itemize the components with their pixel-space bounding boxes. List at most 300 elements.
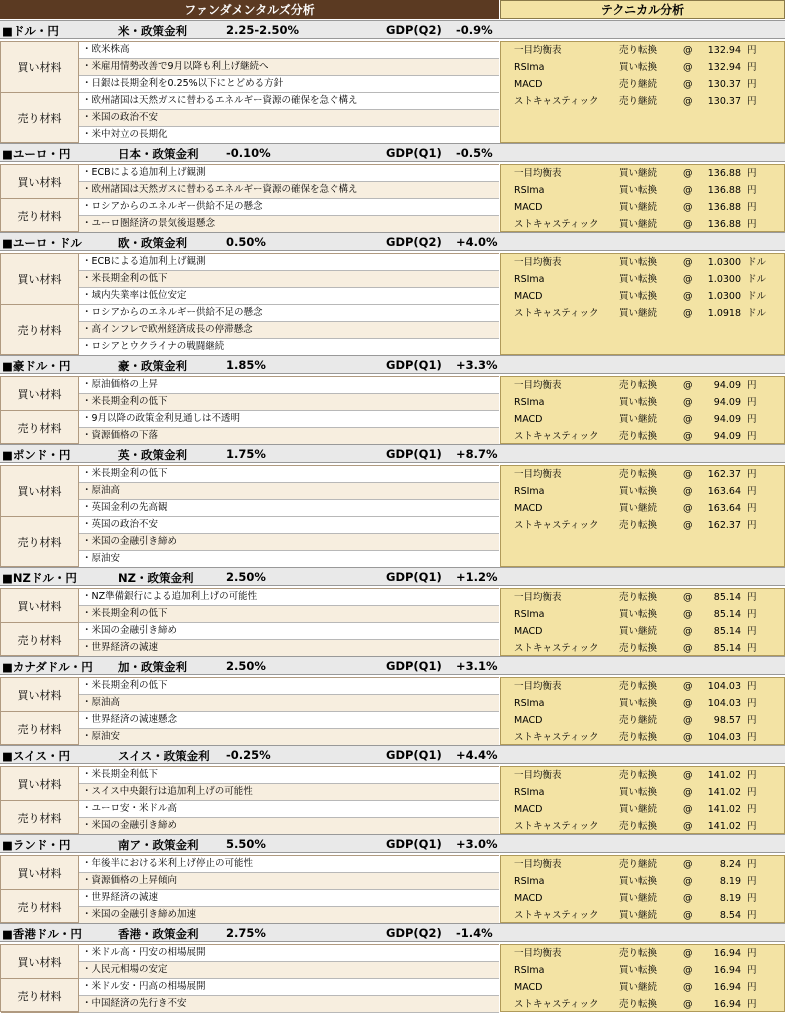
sell-factor-item: ・ロシアからのエネルギー供給不足の懸念 bbox=[79, 305, 499, 322]
indicator-signal: 買い継続 bbox=[619, 893, 658, 904]
indicator-name: RSIma bbox=[514, 62, 545, 73]
indicator-signal: 売り転換 bbox=[619, 643, 658, 654]
indicator-signal: 売り転換 bbox=[619, 469, 658, 480]
indicator-row bbox=[501, 411, 785, 428]
indicator-name: ストキャスティック bbox=[514, 96, 599, 107]
currency-pair-label: ■NZドル・円 bbox=[2, 571, 77, 585]
at-sign: @ bbox=[683, 520, 693, 531]
indicator-name: 一目均衡表 bbox=[514, 380, 562, 391]
indicator-name: RSIma bbox=[514, 876, 545, 887]
price-unit: 円 bbox=[747, 503, 757, 514]
at-sign: @ bbox=[683, 859, 693, 870]
at-sign: @ bbox=[683, 821, 693, 832]
price-unit: 円 bbox=[747, 96, 757, 107]
gdp-value: +4.0% bbox=[456, 235, 498, 249]
policy-rate-value: 1.75% bbox=[226, 447, 266, 461]
indicator-name: ストキャスティック bbox=[514, 520, 599, 531]
indicator-price: 85.14 bbox=[713, 626, 741, 637]
indicator-price: 8.24 bbox=[719, 859, 741, 870]
gdp-value: +3.1% bbox=[456, 659, 498, 673]
indicator-name: RSIma bbox=[514, 965, 545, 976]
technicals-box bbox=[500, 465, 785, 567]
technicals-box bbox=[500, 766, 785, 834]
sell-factor-item: ・米ドル安・円高の相場展開 bbox=[79, 979, 499, 996]
currency-pair-label: ■ユーロ・ドル bbox=[2, 236, 82, 250]
currency-section bbox=[0, 656, 786, 745]
indicator-name: RSIma bbox=[514, 185, 545, 196]
price-unit: ドル bbox=[747, 291, 767, 302]
buy-factor-item: ・米長期金利の低下 bbox=[79, 678, 499, 695]
at-sign: @ bbox=[683, 185, 693, 196]
at-sign: @ bbox=[683, 698, 693, 709]
price-unit: 円 bbox=[747, 715, 757, 726]
technicals-box bbox=[500, 677, 785, 745]
indicator-price: 162.37 bbox=[707, 520, 741, 531]
at-sign: @ bbox=[683, 79, 693, 90]
currency-pair-label: ■ユーロ・円 bbox=[2, 147, 71, 161]
indicator-row bbox=[501, 93, 785, 110]
section-title-bar bbox=[0, 143, 785, 162]
buy-factor-item: ・米雇用情勢改善で9月以降も利上げ継続へ bbox=[79, 59, 499, 76]
indicator-row bbox=[501, 712, 785, 729]
policy-rate-label: 香港・政策金利 bbox=[118, 927, 199, 941]
indicator-row bbox=[501, 695, 785, 712]
sell-factor-item: ・世界経済の減速 bbox=[79, 640, 499, 657]
price-unit: 円 bbox=[747, 168, 757, 179]
indicator-row bbox=[501, 165, 785, 182]
indicator-row bbox=[501, 76, 785, 93]
indicator-name: MACD bbox=[514, 291, 543, 302]
buy-factor-item: ・原油高 bbox=[79, 483, 499, 500]
indicator-row bbox=[501, 678, 785, 695]
indicator-price: 136.88 bbox=[707, 219, 741, 230]
fundamentals-box bbox=[0, 766, 499, 834]
indicator-name: MACD bbox=[514, 893, 543, 904]
fundamentals-box bbox=[0, 465, 499, 567]
price-unit: 円 bbox=[747, 787, 757, 798]
indicator-row bbox=[501, 801, 785, 818]
gdp-value: -0.5% bbox=[456, 146, 493, 160]
indicator-price: 94.09 bbox=[713, 431, 741, 442]
indicator-signal: 買い転換 bbox=[619, 257, 658, 268]
indicator-price: 94.09 bbox=[713, 397, 741, 408]
price-unit: 円 bbox=[747, 910, 757, 921]
policy-rate-value: 1.85% bbox=[226, 358, 266, 372]
sell-factor-item: ・米国の金融引き締め bbox=[79, 623, 499, 640]
buy-factors-label: 買い材料 bbox=[1, 767, 79, 801]
indicator-name: MACD bbox=[514, 79, 543, 90]
indicator-name: 一目均衡表 bbox=[514, 681, 562, 692]
currency-section bbox=[0, 232, 786, 355]
price-unit: 円 bbox=[747, 219, 757, 230]
fundamentals-box bbox=[0, 253, 499, 355]
buy-factor-item: ・年後半における米利上げ停止の可能性 bbox=[79, 856, 499, 873]
indicator-name: MACD bbox=[514, 804, 543, 815]
indicator-name: RSIma bbox=[514, 397, 545, 408]
sell-factors-label: 売り材料 bbox=[1, 411, 79, 445]
sell-factors-label: 売り材料 bbox=[1, 890, 79, 924]
price-unit: 円 bbox=[747, 821, 757, 832]
fundamentals-box bbox=[0, 588, 499, 656]
indicator-signal: 買い継続 bbox=[619, 168, 658, 179]
indicator-row bbox=[501, 623, 785, 640]
indicator-row bbox=[501, 945, 785, 962]
buy-factors-label: 買い材料 bbox=[1, 377, 79, 411]
technicals-box bbox=[500, 588, 785, 656]
indicator-signal: 買い転換 bbox=[619, 486, 658, 497]
technicals-box bbox=[500, 253, 785, 355]
policy-rate-label: NZ・政策金利 bbox=[118, 571, 194, 585]
at-sign: @ bbox=[683, 469, 693, 480]
at-sign: @ bbox=[683, 715, 693, 726]
sell-factor-item: ・9月以降の政策金利見通しは不透明 bbox=[79, 411, 499, 428]
at-sign: @ bbox=[683, 948, 693, 959]
indicator-row bbox=[501, 59, 785, 76]
at-sign: @ bbox=[683, 503, 693, 514]
sell-factor-item: ・米国の政治不安 bbox=[79, 110, 499, 127]
buy-factor-item: ・米ドル高・円安の相場展開 bbox=[79, 945, 499, 962]
indicator-row bbox=[501, 377, 785, 394]
technicals-box bbox=[500, 41, 785, 143]
indicator-price: 16.94 bbox=[713, 965, 741, 976]
price-unit: 円 bbox=[747, 486, 757, 497]
sell-factor-item: ・英国の政治不安 bbox=[79, 517, 499, 534]
buy-factors-label: 買い材料 bbox=[1, 254, 79, 305]
price-unit: 円 bbox=[747, 681, 757, 692]
indicator-name: MACD bbox=[514, 414, 543, 425]
policy-rate-label: 南ア・政策金利 bbox=[118, 838, 199, 852]
indicator-row bbox=[501, 979, 785, 996]
price-unit: 円 bbox=[747, 414, 757, 425]
gdp-value: +1.2% bbox=[456, 570, 498, 584]
currency-pair-label: ■豪ドル・円 bbox=[2, 359, 71, 373]
indicator-row bbox=[501, 996, 785, 1013]
at-sign: @ bbox=[683, 168, 693, 179]
indicator-row bbox=[501, 907, 785, 924]
indicator-row bbox=[501, 182, 785, 199]
indicator-signal: 買い転換 bbox=[619, 609, 658, 620]
section-title-bar bbox=[0, 355, 785, 374]
indicator-price: 104.03 bbox=[707, 681, 741, 692]
indicator-price: 1.0300 bbox=[707, 274, 741, 285]
price-unit: 円 bbox=[747, 45, 757, 56]
indicator-signal: 買い継続 bbox=[619, 219, 658, 230]
price-unit: 円 bbox=[747, 859, 757, 870]
price-unit: 円 bbox=[747, 79, 757, 90]
indicator-name: 一目均衡表 bbox=[514, 592, 562, 603]
indicator-name: RSIma bbox=[514, 698, 545, 709]
indicator-signal: 売り継続 bbox=[619, 79, 658, 90]
at-sign: @ bbox=[683, 965, 693, 976]
indicator-signal: 買い転換 bbox=[619, 397, 658, 408]
gdp-label: GDP(Q1) bbox=[386, 659, 442, 673]
price-unit: 円 bbox=[747, 876, 757, 887]
gdp-label: GDP(Q1) bbox=[386, 146, 442, 160]
indicator-signal: 売り継続 bbox=[619, 96, 658, 107]
sell-factor-item: ・ユーロ圏経済の景気後退懸念 bbox=[79, 216, 499, 233]
buy-factor-item: ・英国金利の先高観 bbox=[79, 500, 499, 517]
indicator-name: ストキャスティック bbox=[514, 732, 599, 743]
currency-section bbox=[0, 567, 786, 656]
indicator-row bbox=[501, 606, 785, 623]
indicator-signal: 買い転換 bbox=[619, 185, 658, 196]
indicator-signal: 買い継続 bbox=[619, 804, 658, 815]
indicator-row bbox=[501, 818, 785, 835]
indicator-price: 85.14 bbox=[713, 592, 741, 603]
sell-factor-item: ・ユーロ安・米ドル高 bbox=[79, 801, 499, 818]
indicator-price: 136.88 bbox=[707, 202, 741, 213]
price-unit: 円 bbox=[747, 982, 757, 993]
fundamentals-box bbox=[0, 677, 499, 745]
currency-pair-label: ■香港ドル・円 bbox=[2, 927, 82, 941]
indicator-signal: 売り転換 bbox=[619, 999, 658, 1010]
sell-factor-item: ・ロシアとウクライナの戦闘継続 bbox=[79, 339, 499, 356]
section-title-bar bbox=[0, 232, 785, 251]
currency-pair-label: ■カナダドル・円 bbox=[2, 660, 93, 674]
sell-factor-item: ・中国経済の先行き不安 bbox=[79, 996, 499, 1013]
indicator-signal: 売り転換 bbox=[619, 732, 658, 743]
technicals-box bbox=[500, 376, 785, 444]
currency-section bbox=[0, 355, 786, 444]
policy-rate-label: 豪・政策金利 bbox=[118, 359, 187, 373]
indicator-signal: 売り転換 bbox=[619, 380, 658, 391]
indicator-price: 141.02 bbox=[707, 804, 741, 815]
indicator-price: 163.64 bbox=[707, 486, 741, 497]
indicator-signal: 売り転換 bbox=[619, 948, 658, 959]
currency-section bbox=[0, 444, 786, 567]
indicator-row bbox=[501, 483, 785, 500]
indicator-price: 104.03 bbox=[707, 698, 741, 709]
at-sign: @ bbox=[683, 45, 693, 56]
indicator-price: 94.09 bbox=[713, 414, 741, 425]
gdp-label: GDP(Q1) bbox=[386, 748, 442, 762]
sell-factor-item: ・原油安 bbox=[79, 729, 499, 746]
buy-factor-item: ・欧州諸国は天然ガスに替わるエネルギー資源の確保を急ぐ構え bbox=[79, 182, 499, 199]
sell-factors-label: 売り材料 bbox=[1, 623, 79, 657]
indicator-name: MACD bbox=[514, 202, 543, 213]
price-unit: 円 bbox=[747, 626, 757, 637]
indicator-price: 141.02 bbox=[707, 787, 741, 798]
buy-factor-item: ・ECBによる追加利上げ観測 bbox=[79, 165, 499, 182]
buy-factors-label: 買い材料 bbox=[1, 945, 79, 979]
buy-factor-item: ・欧米株高 bbox=[79, 42, 499, 59]
indicator-signal: 買い継続 bbox=[619, 202, 658, 213]
indicator-name: 一目均衡表 bbox=[514, 257, 562, 268]
price-unit: ドル bbox=[747, 308, 767, 319]
indicator-name: 一目均衡表 bbox=[514, 770, 562, 781]
indicator-price: 130.37 bbox=[707, 96, 741, 107]
indicator-row bbox=[501, 305, 785, 322]
at-sign: @ bbox=[683, 982, 693, 993]
policy-rate-label: 加・政策金利 bbox=[118, 660, 187, 674]
indicator-row bbox=[501, 856, 785, 873]
price-unit: 円 bbox=[747, 732, 757, 743]
sell-factors-label: 売り材料 bbox=[1, 801, 79, 835]
indicator-name: RSIma bbox=[514, 486, 545, 497]
sell-factor-item: ・世界経済の減速懸念 bbox=[79, 712, 499, 729]
sell-factor-item: ・ロシアからのエネルギー供給不足の懸念 bbox=[79, 199, 499, 216]
indicator-signal: 買い継続 bbox=[619, 982, 658, 993]
price-unit: 円 bbox=[747, 520, 757, 531]
indicator-signal: 売り転換 bbox=[619, 681, 658, 692]
at-sign: @ bbox=[683, 643, 693, 654]
indicator-signal: 買い転換 bbox=[619, 291, 658, 302]
indicator-price: 1.0300 bbox=[707, 291, 741, 302]
technicals-box bbox=[500, 164, 785, 232]
price-unit: 円 bbox=[747, 893, 757, 904]
price-unit: 円 bbox=[747, 185, 757, 196]
at-sign: @ bbox=[683, 380, 693, 391]
indicator-signal: 買い継続 bbox=[619, 414, 658, 425]
indicator-row bbox=[501, 216, 785, 233]
indicator-price: 8.19 bbox=[719, 893, 741, 904]
indicator-price: 1.0918 bbox=[707, 308, 741, 319]
sell-factors-label: 売り材料 bbox=[1, 199, 79, 233]
currency-section bbox=[0, 834, 786, 923]
indicator-name: 一目均衡表 bbox=[514, 469, 562, 480]
indicator-row bbox=[501, 890, 785, 907]
indicator-name: ストキャスティック bbox=[514, 431, 599, 442]
fundamentals-box bbox=[0, 855, 499, 923]
indicator-row bbox=[501, 466, 785, 483]
indicator-row bbox=[501, 767, 785, 784]
buy-factor-item: ・米長期金利の低下 bbox=[79, 271, 499, 288]
indicator-signal: 買い転換 bbox=[619, 698, 658, 709]
indicator-price: 162.37 bbox=[707, 469, 741, 480]
indicator-name: MACD bbox=[514, 503, 543, 514]
policy-rate-value: 0.50% bbox=[226, 235, 266, 249]
at-sign: @ bbox=[683, 681, 693, 692]
indicator-signal: 売り転換 bbox=[619, 520, 658, 531]
indicator-name: MACD bbox=[514, 982, 543, 993]
indicator-row bbox=[501, 199, 785, 216]
indicator-signal: 買い転換 bbox=[619, 787, 658, 798]
indicator-price: 85.14 bbox=[713, 609, 741, 620]
indicator-row bbox=[501, 729, 785, 746]
indicator-name: 一目均衡表 bbox=[514, 948, 562, 959]
sell-factor-item: ・世界経済の減速 bbox=[79, 890, 499, 907]
indicator-signal: 買い転換 bbox=[619, 62, 658, 73]
policy-rate-label: 英・政策金利 bbox=[118, 448, 187, 462]
gdp-label: GDP(Q1) bbox=[386, 358, 442, 372]
at-sign: @ bbox=[683, 96, 693, 107]
indicator-signal: 買い転換 bbox=[619, 876, 658, 887]
buy-factors-label: 買い材料 bbox=[1, 165, 79, 199]
sell-factors-label: 売り材料 bbox=[1, 979, 79, 1013]
indicator-name: ストキャスティック bbox=[514, 308, 599, 319]
buy-factor-item: ・ECBによる追加利上げ観測 bbox=[79, 254, 499, 271]
currency-pair-label: ■スイス・円 bbox=[2, 749, 71, 763]
indicator-price: 8.19 bbox=[719, 876, 741, 887]
buy-factor-item: ・米長期金利の低下 bbox=[79, 394, 499, 411]
gdp-label: GDP(Q2) bbox=[386, 23, 442, 37]
price-unit: 円 bbox=[747, 948, 757, 959]
gdp-value: -1.4% bbox=[456, 926, 493, 940]
currency-pair-label: ■ランド・円 bbox=[2, 838, 71, 852]
buy-factors-label: 買い材料 bbox=[1, 678, 79, 712]
policy-rate-label: 米・政策金利 bbox=[118, 24, 187, 38]
at-sign: @ bbox=[683, 910, 693, 921]
fundamentals-box bbox=[0, 41, 499, 143]
policy-rate-label: スイス・政策金利 bbox=[118, 749, 210, 763]
at-sign: @ bbox=[683, 486, 693, 497]
gdp-label: GDP(Q2) bbox=[386, 235, 442, 249]
sell-factors-label: 売り材料 bbox=[1, 93, 79, 144]
indicator-name: ストキャスティック bbox=[514, 999, 599, 1010]
fundamentals-header: ファンダメンタルズ分析 bbox=[0, 0, 499, 19]
indicator-signal: 買い継続 bbox=[619, 910, 658, 921]
price-unit: 円 bbox=[747, 431, 757, 442]
at-sign: @ bbox=[683, 431, 693, 442]
at-sign: @ bbox=[683, 732, 693, 743]
policy-rate-value: 5.50% bbox=[226, 837, 266, 851]
price-unit: 円 bbox=[747, 469, 757, 480]
at-sign: @ bbox=[683, 804, 693, 815]
buy-factor-item: ・スイス中央銀行は追加利上げの可能性 bbox=[79, 784, 499, 801]
gdp-label: GDP(Q1) bbox=[386, 837, 442, 851]
policy-rate-value: 2.75% bbox=[226, 926, 266, 940]
currency-section bbox=[0, 923, 786, 1012]
gdp-label: GDP(Q1) bbox=[386, 447, 442, 461]
indicator-signal: 売り継続 bbox=[619, 859, 658, 870]
price-unit: 円 bbox=[747, 592, 757, 603]
indicator-price: 104.03 bbox=[707, 732, 741, 743]
indicator-signal: 買い継続 bbox=[619, 503, 658, 514]
indicator-price: 8.54 bbox=[719, 910, 741, 921]
at-sign: @ bbox=[683, 893, 693, 904]
indicator-name: 一目均衡表 bbox=[514, 859, 562, 870]
indicator-signal: 売り転換 bbox=[619, 431, 658, 442]
policy-rate-value: -0.25% bbox=[226, 748, 271, 762]
indicator-price: 16.94 bbox=[713, 999, 741, 1010]
sell-factor-item: ・高インフレで欧州経済成長の停滞懸念 bbox=[79, 322, 499, 339]
buy-factor-item: ・原油高 bbox=[79, 695, 499, 712]
buy-factor-item: ・域内失業率は低位安定 bbox=[79, 288, 499, 305]
technicals-box bbox=[500, 944, 785, 1012]
indicator-name: ストキャスティック bbox=[514, 643, 599, 654]
indicator-price: 141.02 bbox=[707, 821, 741, 832]
section-title-bar bbox=[0, 923, 785, 942]
at-sign: @ bbox=[683, 609, 693, 620]
indicator-row bbox=[501, 254, 785, 271]
indicator-name: MACD bbox=[514, 715, 543, 726]
gdp-value: +4.4% bbox=[456, 748, 498, 762]
price-unit: 円 bbox=[747, 999, 757, 1010]
price-unit: ドル bbox=[747, 274, 767, 285]
indicator-name: RSIma bbox=[514, 787, 545, 798]
indicator-price: 98.57 bbox=[713, 715, 741, 726]
at-sign: @ bbox=[683, 397, 693, 408]
indicator-price: 94.09 bbox=[713, 380, 741, 391]
buy-factor-item: ・米長期金利低下 bbox=[79, 767, 499, 784]
gdp-value: +3.3% bbox=[456, 358, 498, 372]
gdp-value: -0.9% bbox=[456, 23, 493, 37]
indicator-signal: 売り転換 bbox=[619, 821, 658, 832]
at-sign: @ bbox=[683, 257, 693, 268]
policy-rate-value: 2.25-2.50% bbox=[226, 23, 300, 37]
gdp-value: +3.0% bbox=[456, 837, 498, 851]
at-sign: @ bbox=[683, 291, 693, 302]
policy-rate-label: 日本・政策金利 bbox=[118, 147, 199, 161]
indicator-row bbox=[501, 873, 785, 890]
gdp-value: +8.7% bbox=[456, 447, 498, 461]
fundamentals-box bbox=[0, 164, 499, 232]
section-title-bar bbox=[0, 745, 785, 764]
at-sign: @ bbox=[683, 787, 693, 798]
buy-factor-item: ・米長期金利の低下 bbox=[79, 466, 499, 483]
indicator-row bbox=[501, 500, 785, 517]
price-unit: 円 bbox=[747, 698, 757, 709]
